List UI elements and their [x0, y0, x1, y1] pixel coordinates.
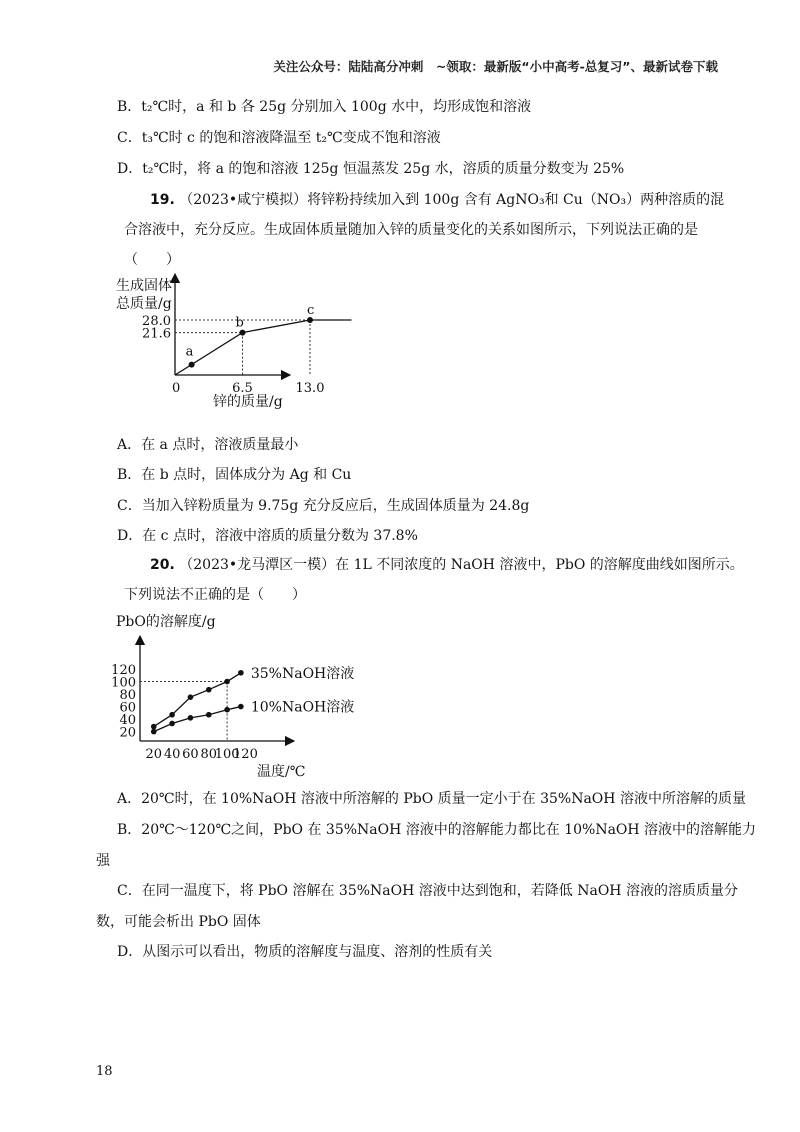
q20-axes — [140, 640, 290, 741]
q19-stem-text: （2023•咸宁模拟）将锌粉持续加入到 100g 含有 AgNO₃和 Cu（NO₃）两种溶质的混 — [179, 192, 725, 208]
q19-x-tick-label: 13.0 — [295, 381, 325, 396]
q20-x-tick-label: 20 — [145, 747, 163, 762]
q19-series — [175, 320, 352, 375]
q20-point — [169, 712, 175, 718]
q20-number: 20. — [150, 557, 175, 573]
q20-point — [169, 721, 175, 727]
q19-point-label-b: b — [235, 315, 244, 331]
q19-origin-label: 0 — [172, 381, 181, 396]
q20-option-a: A．20℃时，在 10%NaOH 溶液中所溶解的 PbO 质量一定小于在 35%NaOH 溶液中所溶解的质量 — [117, 791, 746, 807]
q19-stem-line1 — [150, 191, 724, 209]
q20-x-tick-label: 80 — [200, 747, 218, 762]
q20-point — [238, 704, 244, 710]
q19-series-line — [175, 320, 352, 375]
q19-y-tick-label: 28.0 — [142, 314, 171, 329]
q20-chart — [100, 608, 380, 783]
q20-option-c-line2: 数，可能会析出 PbO 固体 — [96, 914, 261, 930]
q19-option-b: B．在 b 点时，固体成分为 Ag 和 Cu — [117, 467, 352, 483]
q20-point — [188, 715, 194, 721]
q20-point — [151, 729, 157, 735]
q20-y-axis-label: PbO的溶解度/g — [116, 614, 216, 630]
q20-point — [224, 679, 230, 685]
q20-y-tick-label: 120 — [111, 663, 136, 679]
q19-point-label-c: c — [307, 303, 315, 318]
q18-option-d: D．t₂℃时，将 a 的饱和溶液 125g 恒温蒸发 25g 水，溶质的质量分数变为 25% — [117, 161, 625, 177]
q20-point — [206, 687, 212, 693]
q20-option-d: D．从图示可以看出，物质的溶解度与温度、溶剂的性质有关 — [117, 944, 493, 960]
q20-option-b-line2: 强 — [96, 853, 110, 869]
q20-series — [154, 665, 355, 732]
q19-option-a: A．在 a 点时，溶液质量最小 — [117, 437, 299, 453]
q20-y-tick-label: 60 — [119, 700, 136, 716]
q19-option-d: D．在 c 点时，溶液中溶质的质量分数为 37.8% — [117, 528, 418, 544]
q19-y-axis-label-line1: 生成固体 — [116, 278, 172, 294]
q20-option-c-line1: C．在同一温度下，将 PbO 溶解在 35%NaOH 溶液中达到饱和，若降低 NaOH 溶液的溶质质量分 — [117, 883, 738, 899]
q19-ticks — [142, 314, 324, 396]
q20-y-tick-label: 20 — [119, 725, 136, 741]
q19-number: 19. — [150, 192, 175, 208]
q19-y-tick-label: 21.6 — [142, 326, 171, 342]
q20-stem-line2: 下列说法不正确的是（ ） — [124, 587, 306, 603]
q20-x-tick-label: 120 — [233, 747, 258, 762]
q20-point — [206, 712, 212, 718]
q19-chart — [100, 272, 325, 417]
q20-stem-text: （2023•龙马潭区一模）在 1L 不同浓度的 NaOH 溶液中，PbO 的溶解度曲线如图所示。 — [179, 557, 744, 573]
q19-point-a — [189, 362, 195, 368]
q20-y-tick-label: 40 — [119, 713, 136, 729]
q18-option-c: C．t₃℃时 c 的饱和溶液降温至 t₂℃变成不饱和溶液 — [117, 130, 441, 146]
q20-y-tick-label: 100 — [111, 675, 136, 691]
q20-point — [238, 670, 244, 676]
q19-answer-blank: （ ） — [124, 252, 180, 268]
q20-point — [224, 707, 230, 713]
q20-point — [151, 724, 157, 730]
q19-x-axis-label: 锌的质量/g — [213, 394, 283, 410]
q20-x-tick-label: 100 — [214, 747, 240, 762]
q20-option-b-line1: B．20℃～120℃之间，PbO 在 35%NaOH 溶液中的溶解能力都比在 10%NaOH 溶液中的溶解能力 — [117, 822, 757, 838]
q19-axes — [175, 278, 286, 375]
page-header: 关注公众号：陆陆高分冲刺 ~领取：最新版“小中高考-总复习”、最新试卷下载 — [273, 59, 718, 74]
q20-point — [188, 694, 194, 700]
q19-y-axis-label-line2: 总质量/g — [116, 296, 172, 312]
q20-x-axis-label: 温度/℃ — [257, 764, 306, 780]
q19-stem-line2: 合溶液中，充分反应。生成固体质量随加入锌的质量变化的关系如图所示，下列说法正确的是 — [124, 222, 698, 238]
q19-x-tick-label: 6.5 — [232, 381, 253, 396]
q20-x-tick-label: 60 — [182, 747, 199, 762]
q20-ticks — [111, 663, 258, 762]
q19-option-c: C．当加入锌粉质量为 9.75g 充分反应后，生成固体质量为 24.8g — [117, 498, 530, 514]
q20-y-tick-label: 80 — [119, 688, 136, 704]
q19-points — [186, 303, 315, 368]
q19-point-label-a: a — [185, 344, 194, 360]
q20-x-tick-label: 40 — [163, 747, 181, 762]
q20-stem-line1 — [150, 556, 744, 574]
q18-option-b: B．t₂℃时，a 和 b 各 25g 分别加入 100g 水中，均形成饱和溶液 — [117, 99, 532, 115]
page-number: 18 — [96, 1064, 113, 1079]
q20-series-label-1: 35%NaOH溶液 — [250, 665, 355, 682]
q20-series-label-2: 10%NaOH溶液 — [250, 699, 355, 716]
